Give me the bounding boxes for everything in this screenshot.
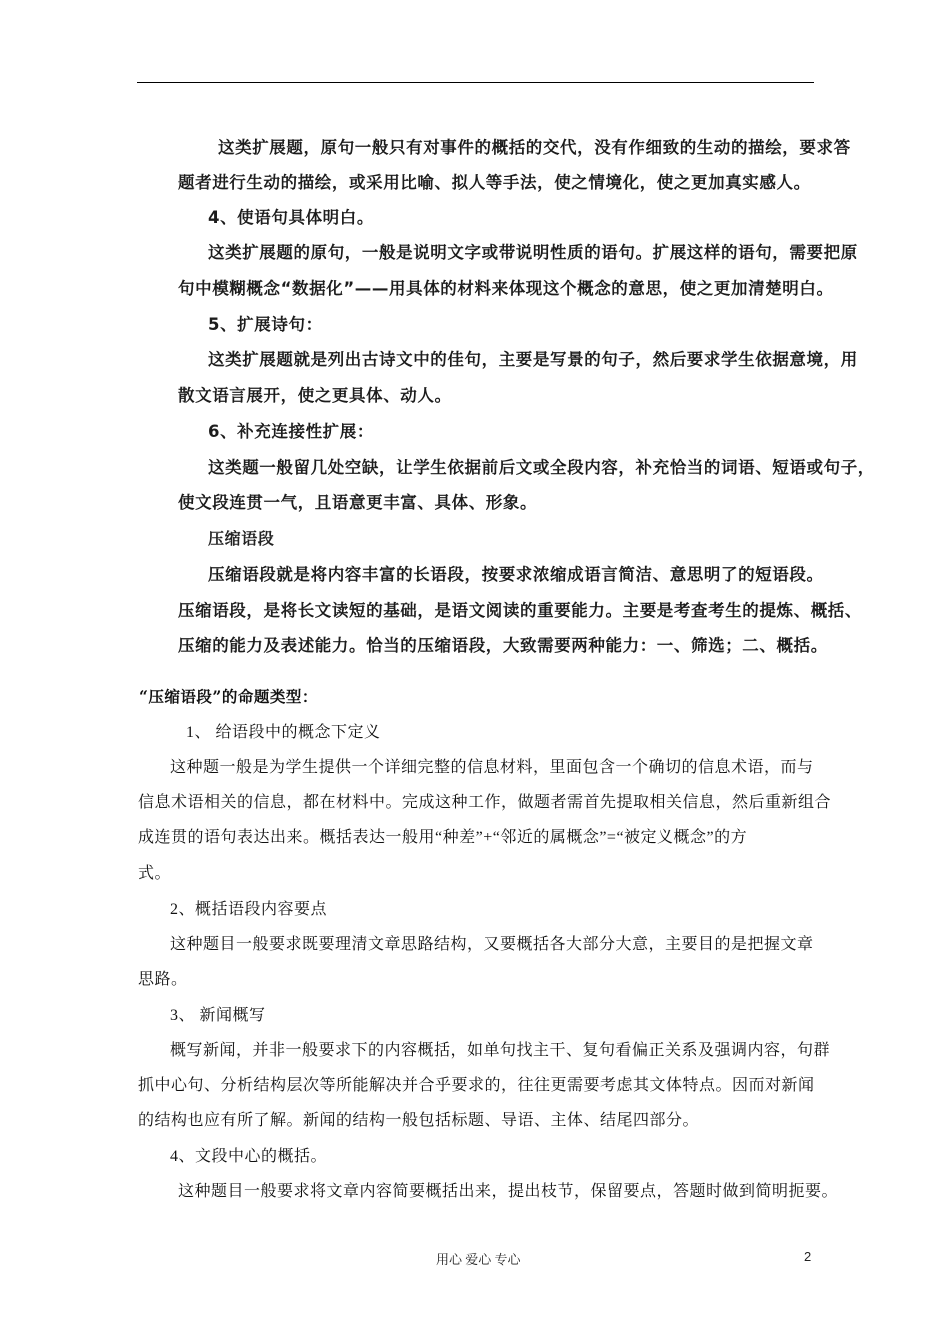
scan-line: 压缩语段，是将长文读短的基础，是语文阅读的重要能力。主要是考查考生的提炼、概括、: [178, 601, 862, 620]
scan-line: 压缩语段就是将内容丰富的长语段，按要求浓缩成语言简洁、意思明了的短语段。: [208, 565, 824, 584]
scan-line: 题者进行生动的描绘，或采用比喻、拟人等手法，使之情境化，使之更加真实感人。: [178, 173, 811, 192]
paragraph-line: 式。: [138, 865, 172, 882]
scan-line: 压缩的能力及表述能力。恰当的压缩语段，大致需要两种能力：一、筛选；二、概括。: [178, 636, 828, 655]
scan-line: 这类扩展题，原句一般只有对事件的概括的交代，没有作细致的生动的描绘，要求答: [218, 138, 851, 157]
footer-motto: 用心 爱心 专心: [436, 1252, 521, 1267]
paragraph-line: 的结构也应有所了解。新闻的结构一般包括标题、导语、主体、结尾四部分。: [138, 1112, 700, 1129]
header-rule: [137, 82, 814, 83]
paragraph-line: 这种题目一般要求将文章内容简要概括出来，提出枝节，保留要点，答题时做到简明扼要。: [178, 1183, 839, 1200]
scan-line: 4、使语句具体明白。: [208, 208, 374, 227]
paragraph-line: 思路。: [138, 971, 188, 988]
scan-line: 5、扩展诗句：: [208, 315, 323, 334]
item-heading: 4、文段中心的概括。: [170, 1148, 328, 1165]
scan-line: 这类扩展题就是列出古诗文中的佳句，主要是写景的句子，然后要求学生依据意境，用: [208, 350, 858, 369]
paragraph-line: 概写新闻，并非一般要求下的内容概括，如单句找主干、复句看偏正关系及强调内容，句群: [170, 1042, 831, 1059]
scan-line: 6、补充连接性扩展：: [208, 422, 374, 441]
scan-line: 这类扩展题的原句，一般是说明文字或带说明性质的语句。扩展这样的语句，需要把原: [208, 243, 858, 262]
paragraph-line: 这种题目一般要求既要理清文章思路结构，又要概括各大部分大意，主要目的是把握文章: [170, 936, 814, 953]
scan-line: 散文语言展开，使之更具体、动人。: [178, 386, 452, 405]
section-heading: “压缩语段”的命题类型：: [139, 687, 318, 706]
scan-section-heading: 压缩语段: [208, 529, 275, 548]
item-heading: 3、 新闻概写: [170, 1007, 266, 1024]
scan-line: 句中模糊概念“数据化”——用具体的材料来体现这个概念的意思，使之更加清楚明白。: [178, 279, 834, 298]
scan-line: 这类题一般留几处空缺，让学生依据前后文或全段内容，补充恰当的词语、短语或句子，: [208, 458, 875, 477]
page-number: 2: [804, 1249, 812, 1264]
paragraph-line: 这种题一般是为学生提供一个详细完整的信息材料，里面包含一个确切的信息术语，而与: [170, 759, 814, 776]
item-heading: 1、 给语段中的概念下定义: [186, 724, 381, 741]
paragraph-line: 成连贯的语句表达出来。概括表达一般用“种差”+“邻近的属概念”=“被定义概念”的方: [138, 829, 748, 846]
scan-line: 使文段连贯一气，且语意更丰富、具体、形象。: [178, 493, 538, 512]
paragraph-line: 信息术语相关的信息，都在材料中。完成这种工作，做题者需首先提取相关信息，然后重新组合: [138, 794, 832, 811]
item-heading: 2、概括语段内容要点: [170, 901, 328, 918]
paragraph-line: 抓中心句、分析结构层次等所能解决并合乎要求的，往往更需要考虑其文体特点。因而对新闻: [138, 1077, 815, 1094]
